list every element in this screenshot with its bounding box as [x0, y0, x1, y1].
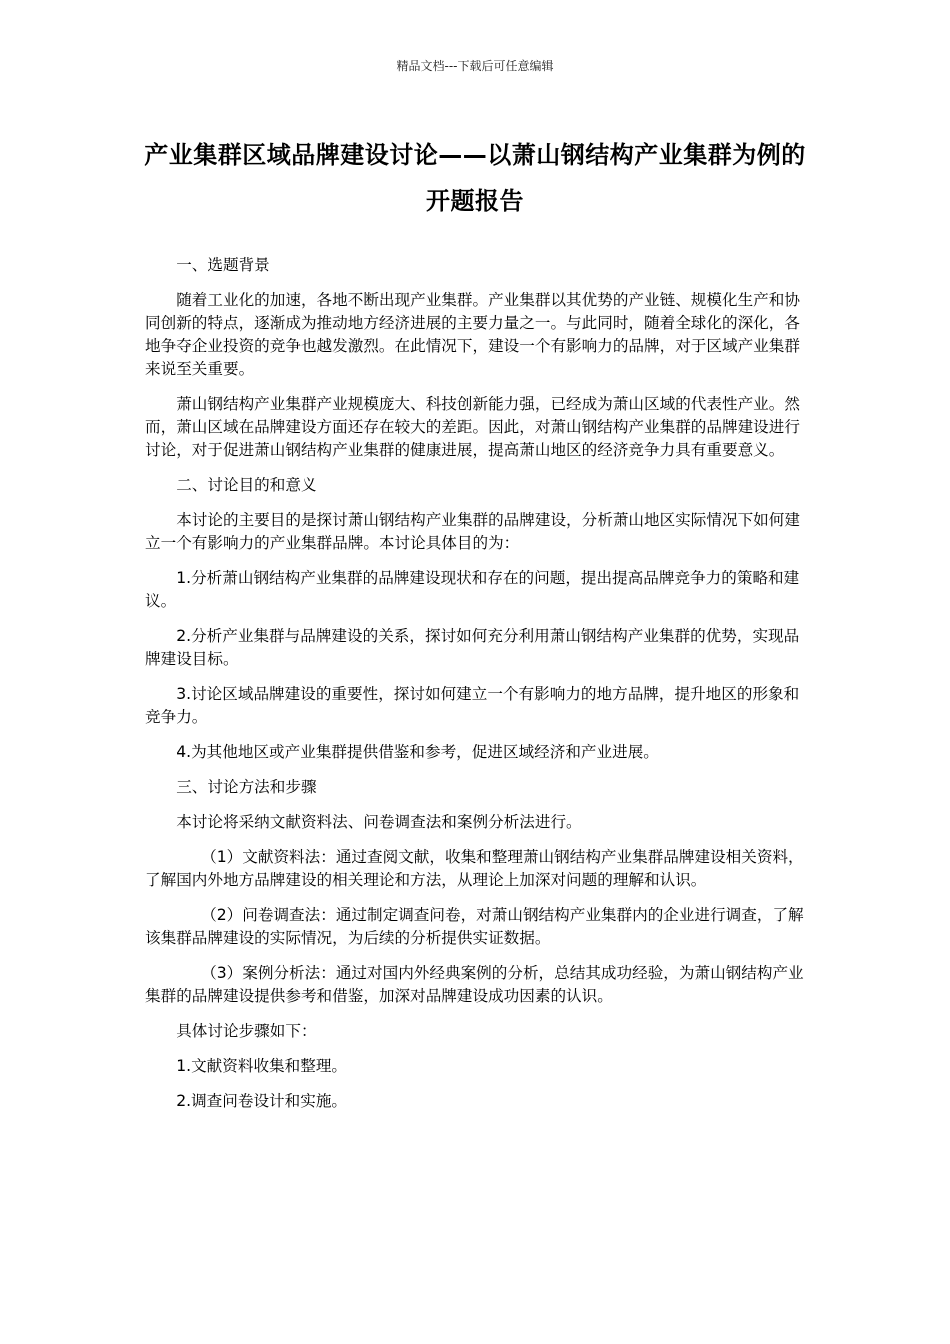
document-body: [145, 254, 805, 1125]
step-item: 2.调查问卷设计和实施。: [176, 1092, 348, 1110]
header-note: 精品文档---下载后可任意编辑: [396, 59, 554, 73]
section-heading-methods: 三、讨论方法和步骤: [176, 778, 317, 796]
method-item: （1）文献资料法：通过查阅文献，收集和整理萧山钢结构产业集群品牌建设相关资料，了解国内外地方品牌建设的相关理论和方法，从理论上加深对问题的理解和认识。: [145, 848, 804, 889]
list-item: 2.分析产业集群与品牌建设的关系，探讨如何充分利用萧山钢结构产业集群的优势，实现品牌建设目标。: [145, 627, 800, 668]
document-title: 产业集群区域品牌建设讨论——以萧山钢结构产业集群为例的开题报告: [144, 141, 806, 215]
paragraph: 本讨论将采纳文献资料法、问卷调查法和案例分析法进行。: [176, 813, 582, 831]
list-item: 1.分析萧山钢结构产业集群的品牌建设现状和存在的问题，提出提高品牌竞争力的策略和建议。: [145, 569, 800, 610]
method-item: （3）案例分析法：通过对国内外经典案例的分析，总结其成功经验，为萧山钢结构产业集群的品牌建设提供参考和借鉴，加深对品牌建设成功因素的认识。: [145, 964, 804, 1005]
section-heading-purpose: 二、讨论目的和意义: [176, 476, 317, 494]
paragraph: 随着工业化的加速，各地不断出现产业集群。产业集群以其优势的产业链、规模化生产和协同创新的特点，逐渐成为推动地方经济进展的主要力量之一。与此同时，随着全球化的深化，各地争夺企业投资的竞争也越发激烈。在此情况下，建设一个有影响力的品牌，对于区域产业集群来说至关重要。: [145, 291, 800, 378]
paragraph: 萧山钢结构产业集群产业规模庞大、科技创新能力强，已经成为萧山区域的代表性产业。然而，萧山区域在品牌建设方面还存在较大的差距。因此，对萧山钢结构产业集群的品牌建设进行讨论，对于促进萧山钢结构产业集群的健康进展，提高萧山地区的经济竞争力具有重要意义。: [145, 395, 800, 459]
section-heading-background: 一、选题背景: [176, 256, 270, 274]
method-item: （2）问卷调查法：通过制定调查问卷，对萧山钢结构产业集群内的企业进行调查，了解该集群品牌建设的实际情况，为后续的分析提供实证数据。: [145, 906, 804, 947]
paragraph: 本讨论的主要目的是探讨萧山钢结构产业集群的品牌建设，分析萧山地区实际情况下如何建立一个有影响力的产业集群品牌。本讨论具体目的为：: [145, 511, 800, 552]
paragraph: 具体讨论步骤如下：: [176, 1022, 317, 1040]
step-item: 1.文献资料收集和整理。: [176, 1057, 348, 1075]
list-item: 4.为其他地区或产业集群提供借鉴和参考，促进区域经济和产业进展。: [176, 743, 659, 761]
list-item: 3.讨论区域品牌建设的重要性，探讨如何建立一个有影响力的地方品牌，提升地区的形象和竞争力。: [145, 685, 800, 726]
